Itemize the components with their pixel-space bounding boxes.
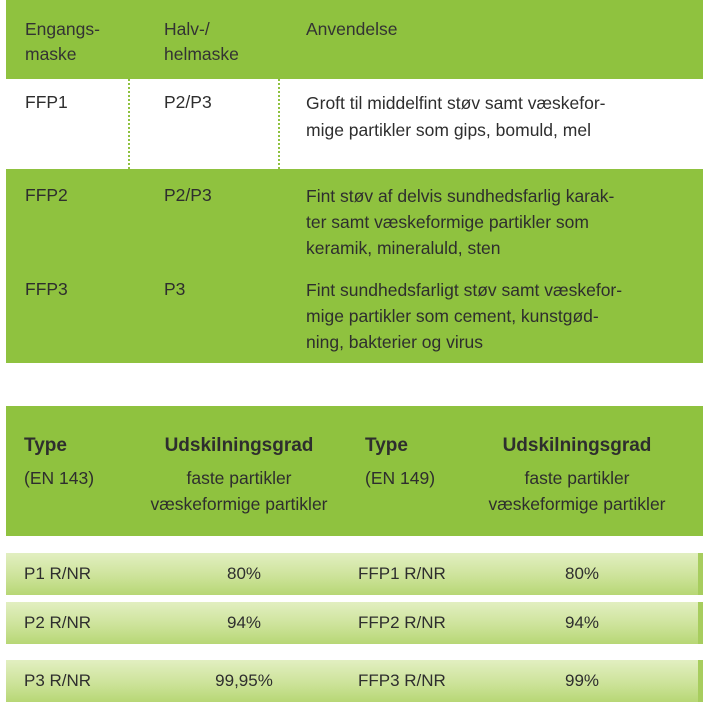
header-grade-right: Udskilningsgrad	[502, 435, 652, 456]
header-grade-left: Udskilningsgrad	[164, 435, 314, 456]
row2-half-full: P2/P3	[164, 185, 212, 205]
filtration-header	[6, 406, 703, 536]
header-grade-right-solid: faste partikler	[524, 468, 630, 488]
row3-type-en143: P3 R/NR	[24, 671, 92, 690]
row1-type-en143: P1 R/NR	[24, 564, 92, 583]
row3-disposable: FFP3	[25, 279, 68, 299]
row3-half-full: P3	[164, 279, 186, 299]
row2-grade-en143: 94%	[226, 613, 262, 632]
column-divider	[128, 79, 130, 169]
header-type-en143: Type	[24, 435, 67, 456]
column-divider	[278, 79, 280, 169]
header-disposable-mask: Engangs- maske	[25, 19, 100, 64]
table-row	[6, 660, 703, 702]
table-row	[6, 602, 703, 644]
row2-disposable: FFP2	[25, 185, 68, 205]
row3-grade-en143: 99,95%	[215, 671, 273, 690]
header-grade-left-liquid: væskeformige partikler	[150, 494, 328, 514]
header-usage: Anvendelse	[306, 19, 398, 39]
row2-type-en143: P2 R/NR	[24, 613, 92, 632]
row1-usage: Groft til middelfint støv samt væskefor- mige partikler som gips, bomuld, mel	[306, 93, 606, 140]
row1-type-en149: FFP1 R/NR	[358, 564, 446, 583]
table-row	[6, 553, 703, 595]
header-std-en143: (EN 143)	[24, 468, 95, 488]
mask-usage-table	[6, 0, 703, 363]
row1-grade-en149: 80%	[564, 564, 600, 583]
header-half-full-mask: Halv-/ helmaske	[164, 19, 239, 64]
row1-disposable: FFP1	[25, 92, 68, 112]
row2-type-en149: FFP2 R/NR	[358, 613, 446, 632]
header-type-en149: Type	[365, 435, 408, 456]
row2-usage: Fint støv af delvis sundhedsfarlig karak- ter samt væskeformige partikler som keramik, mineraluld, sten	[306, 186, 615, 258]
row3-grade-en149: 99%	[564, 671, 600, 690]
row1-half-full: P2/P3	[164, 92, 212, 112]
header-grade-left-solid: faste partikler	[186, 468, 292, 488]
row3-usage: Fint sundhedsfarligt støv samt væskefor- mige partikler som cement, kunstgød- ning, bakterier og virus	[306, 280, 623, 352]
row3-type-en149: FFP3 R/NR	[358, 671, 446, 690]
row1-grade-en143: 80%	[226, 564, 262, 583]
header-std-en149: (EN 149)	[365, 468, 436, 488]
header-grade-right-liquid: væskeformige partikler	[488, 494, 666, 514]
row2-grade-en149: 94%	[564, 613, 600, 632]
